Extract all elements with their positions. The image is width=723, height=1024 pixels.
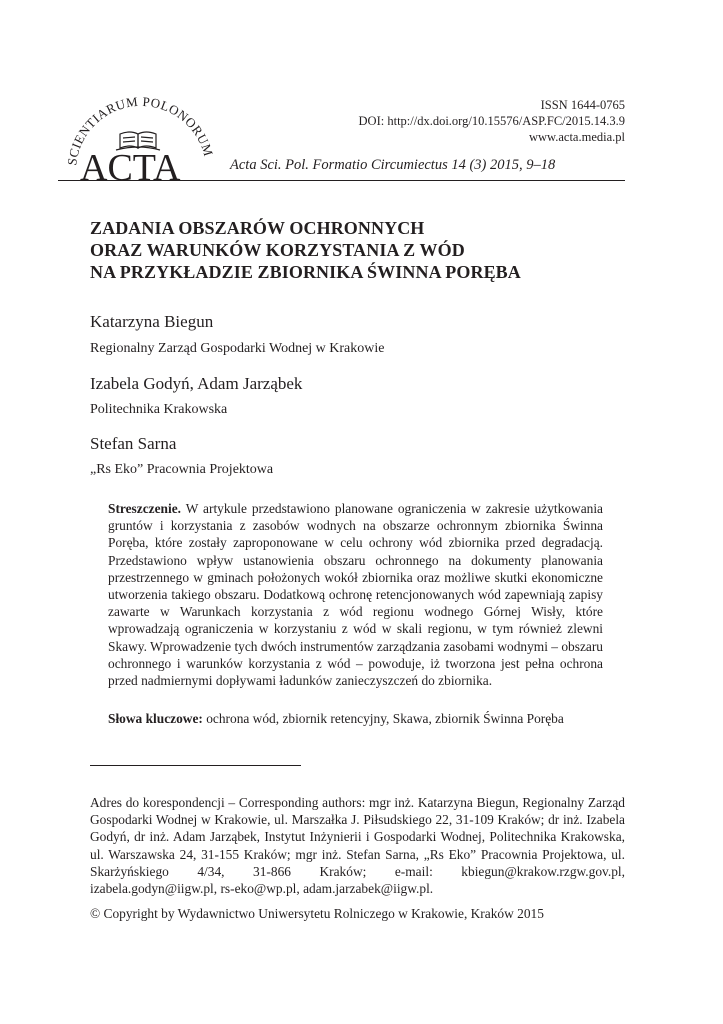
issn: ISSN 1644-0765 [540, 98, 625, 112]
author-affiliation: Politechnika Krakowska [90, 402, 228, 417]
title-line: NA PRZYKŁADZIE ZBIORNIKA ŚWINNA PORĘBA [90, 262, 521, 282]
keywords [108, 711, 628, 727]
author-affiliation: „Rs Eko” Pracownia Projektowa [90, 462, 274, 477]
logo-acta-text: ACTA [80, 147, 181, 187]
author-name: Izabela Godyń, Adam Jarząbek [90, 374, 303, 393]
abstract [108, 500, 603, 689]
journal-citation: Acta Sci. Pol. Formatio Circumiectus 14 (3) 2015, 9–18 [230, 157, 556, 173]
author-name: Katarzyna Biegun [90, 312, 214, 331]
header-divider [58, 180, 625, 181]
title-line: ORAZ WARUNKÓW KORZYSTANIA Z WÓD [90, 240, 465, 260]
correspondence-footnote: Adres do korespondencji – Corresponding authors: mgr inż. Katarzyna Biegun, Regionalny Zarząd Gospodarki Wodnej w Krakowie, ul. Marszałka J. Piłsudskiego 22, 31-109 Kraków; dr inż. Izabela Godyń, dr inż. Adam Jarząbek, Instytut Inżynierii i Gospodarki Wodnej, Politechnika Krakowska, ul. Warszawska 24, 31-155 Kraków; mgr inż. Stefan Sarna, „Rs Eko” Pracownia Projektowa, ul. Skarżyńskiego 4/34, 31-866 Kraków; e-mail: kbiegun@krakow.rzgw.gov.pl, izabela.godyn@iigw.pl, rs-eko@wp.pl, adam.jarzabek@iigw.pl. [90, 795, 625, 897]
author-affiliation: Regionalny Zarząd Gospodarki Wodnej w Krakowie [90, 341, 385, 356]
acta-logo-graphic [58, 92, 218, 187]
acta-logo [58, 92, 218, 187]
author-name: Stefan Sarna [90, 434, 177, 453]
abstract-label: Streszczenie. [108, 501, 181, 516]
website[interactable]: www.acta.media.pl [528, 130, 625, 144]
article-title [90, 217, 610, 283]
keywords-label: Słowa kluczowe: [108, 711, 203, 726]
keywords-text: ochrona wód, zbiornik retencyjny, Skawa, zbiornik Świnna Poręba [202, 711, 564, 726]
footnote-divider [90, 765, 301, 766]
copyright-notice: © Copyright by Wydawnictwo Uniwersytetu Rolniczego w Krakowie, Kraków 2015 [90, 906, 544, 921]
logo-arc-text: SCIENTIARUM POLONORUM [64, 93, 217, 167]
title-line: ZADANIA OBSZARÓW OCHRONNYCH [90, 218, 425, 238]
abstract-text: W artykule przedstawiono planowane ograniczenia w zakresie użytkowania gruntów i korzystania z zasobów wodnych na obszarze ochronnym zbiornika Świnna Poręba, które zostały zaproponowane w celu ochrony wód zbiornika przed degradacją. Przedstawiono wpływ ustanowienia obszaru ochronnego na dokumenty planowania przestrzennego w gminach położonych wokół zbiornika oraz możliwe skutki ekonomiczne utworzenia takiego obszaru. Dodatkową ochronę retencjonowanych wód zapewniają zapisy zawarte w Warunkach korzystania z wód regionu wodnego Górnej Wisły, które wprowadzają ograniczenia w korzystaniu z wód w skali regionu, w tym również zlewni Skawy. Wprowadzenie tych dwóch instrumentów zarządzania zasobami wodnymi – obszaru ochronnego i warunków korzystania z wód – powoduje, iż tworzona jest pełna ochrona przed nadmiernymi dopływami ładunków zanieczyszczeń do zbiornika. [108, 501, 603, 689]
doi[interactable]: DOI: http://dx.doi.org/10.15576/ASP.FC/2015.14.3.9 [358, 114, 625, 128]
